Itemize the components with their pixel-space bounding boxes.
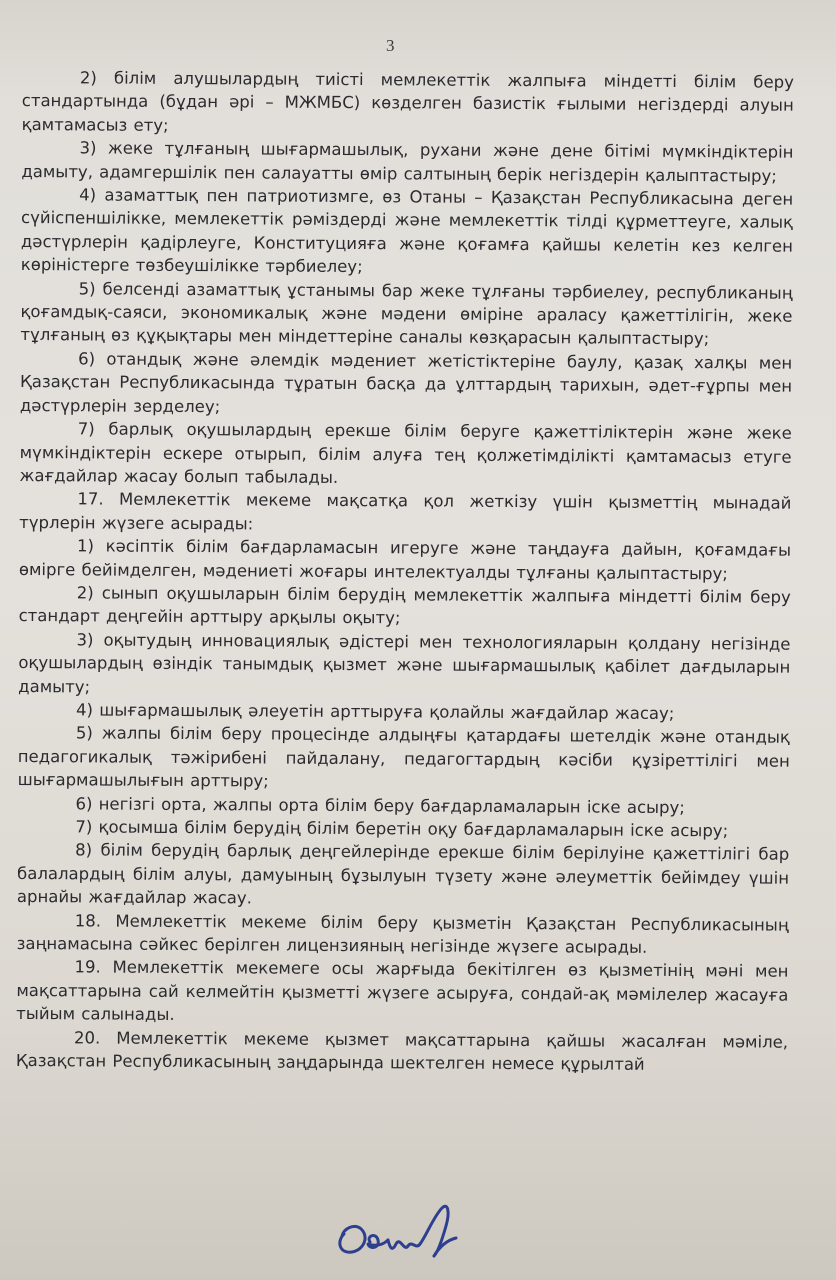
paragraph-17-item-7: 7) қосымша білім берудің білім беретін оқу бағдарламаларын іске асыру; [75, 817, 729, 841]
paragraph-section-17: 17. Мемлекеттік мекеме мақсатқа қол жеткізу үшін қызметтің мынадай түрлерін жүзеге асырады: [19, 489, 792, 534]
paragraph-17-item-1: 1) кәсіптік білім бағдарламасын игеруге және таңдауға дайын, қоғамдағы өмірге бейімделген, мәдениеті жоғары интелектуалды тұлғаны қалыптастыру; [18, 536, 792, 583]
paragraph-item-5: 5) белсенді азаматтық ұстанымы бар жеке тұлғаны тәрбиелеу, республиканың қоғамдық-саяси, экономикалық және мәдени өміріне араласу қажеттілігін, жеке тұлғаның өз құқықтары мен міндеттеріне саналы көзқарасын қалыптастыру; [20, 279, 793, 349]
paragraph-item-3: 3) жеке тұлғаның шығармашылық, рухани және дене бітімі мүмкіндіктерін дамыту, адамгершілік пен салауатты өмір салтының берік негіздерін қалыптастыру; [21, 138, 794, 186]
paragraph-17-item-6: 6) негізгі орта, жалпы орта білім беру бағдарламаларын іске асыру; [75, 793, 685, 817]
document-body [16, 66, 794, 1077]
paragraph-17-item-3: 3) оқытудың инновациялық әдістері мен технологияларын қолдану негізінде оқушылардың өзіндік танымдық қызмет және шығармашылық қабілет дағдыларын дамыту; [18, 630, 791, 696]
paragraph-item-7: 7) барлық оқушылардың ерекше білім беруге қажеттіліктерін және жеке мүмкіндіктерін ескере отырып, білім алуға тең қолжетімділікті қамтамасыз етуге жағдайлар жасау болып табылады. [19, 419, 792, 487]
page-number: 3 [386, 36, 395, 55]
paragraph-section-20: 20. Мемлекеттік мекеме қызмет мақсаттарына қайшы жасалған мәміле, Қазақстан Республикасының заңдарында шектелген немесе құрылтай [15, 1027, 789, 1074]
paragraph-item-4: 4) азаматтық пен патриотизмге, өз Отаны – Қазақстан Республикасына деген сүйіспеншілікке, мемлекеттік рәміздерді және мемлекеттік тілді құрметтеуге, халық дәстүрлерін қадірлеуге, Конституцияға және қоғамға қайшы келетін кез келген көріністерге төзбеушілікке тәрбиелеу; [20, 185, 794, 277]
paragraph-17-item-8: 8) білім берудің барлық деңгейлерінде ерекше білім берілуіне қажеттілігі бар балалардың білім алуы, дамуының бұзылуын түзету және әлеуметтік бейімдеу үшін арнайы жағдайлар жасау. [16, 840, 790, 908]
paragraph-17-item-4: 4) шығармашылық әлеуетін арттыруға қолайлы жағдайлар жасау; [76, 700, 675, 723]
paragraph-17-item-2: 2) сынып оқушыларын білім берудің мемлекеттік жалпыға міндетті білім беру стандарт деңгейін арттыру арқылы оқыту; [18, 583, 791, 628]
paragraph-17-item-5: 5) жалпы білім беру процесінде алдыңғы қатардағы шетелдік және отандық педагогикалық тәжірибені пайдалану, педагогтардың кәсіби құзіреттілігі мен шығармашылығын арттыру; [17, 723, 790, 791]
handwritten-signature [330, 1196, 480, 1266]
paragraph-item-2: 2) білім алушылардың тиісті мемлекеттік жалпыға міндетті білім беру стандартында (бұдан әрі – МЖМБС) көзделген базистік ғылыми негіздерді алуын қамтамасыз ету; [21, 68, 794, 135]
paragraph-item-6: 6) отандық және әлемдік мәдениет жетістіктеріне баулу, қазақ халқы мен Қазақстан Республикасында тұратын басқа да ұлттардың тарихын, әдет-ғұрпы мен дәстүрлерін зерделеу; [19, 349, 793, 416]
paragraph-section-18: 18. Мемлекеттік мекеме білім беру қызметін Қазақстан Республикасының заңнамасына сәйкес берілген лицензияның негізінде жүзеге асырады. [16, 910, 789, 957]
paragraph-section-19: 19. Мемлекеттік мекемеге осы жарғыда бекітілген өз қызметінің мәні мен мақсаттарына сай келмейтін қызметті жүзеге асыруға, сондай-ақ мәмілелер жасауға тыйым салынады. [16, 957, 789, 1025]
